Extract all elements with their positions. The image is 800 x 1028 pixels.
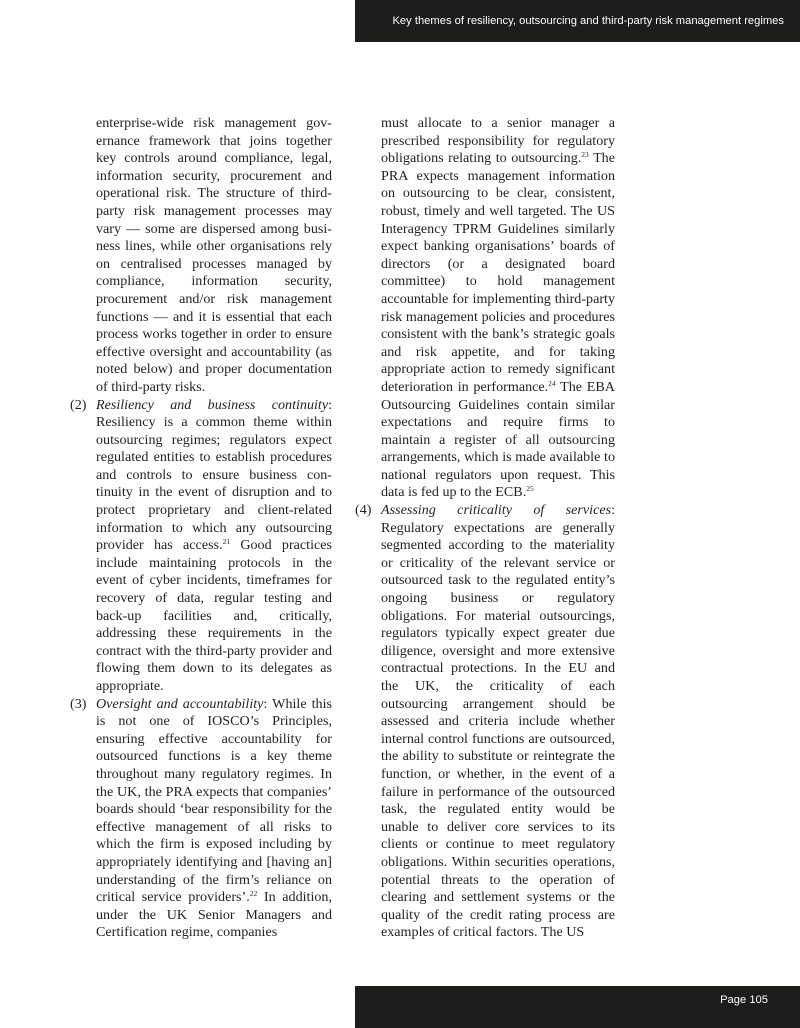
item-number: (3) — [70, 695, 87, 712]
continued-text: must allocate to a senior manager a prescribed responsibility for regulatory obligations relating to outsourcing. — [381, 115, 615, 167]
item-text: : While this is not one of IOSCO’s Principles, ensuring effective accountability for outsourced functions is a key theme throughout many regulatory regimes. In the UK, the PRA expects that companies’ boards should ‘bear responsibility for the effective management of all risks to which the firm is exposed including by appropriately identifying and [having an] understanding of the firm’s reliance on critical service providers’. — [96, 695, 332, 906]
continued-text-c: The EBA Outsourcing Guidelines contain similar expectations and require firms to maintain a register of all outsourcing arrangements, which is made available to national regulators upon request. This data is fed up to the ECB. — [381, 378, 615, 501]
continued-text-b: The PRA expects management information on outsourcing to be clear, consistent, robust, timely and well targeted. The US Interagency TPRM Guidelines similarly expect banking organisations’ boards of directors (or a designated board committee) to hold management accountable for implementing third-party risk management policies and procedures consistent with the bank’s strategic goals and risk appetite, and for taking appropriate action to remedy significant deterioration in performance. — [381, 150, 615, 395]
footnote-ref-24[interactable]: 24 — [548, 378, 556, 388]
running-title: Key themes of resiliency, outsourcing and third-party risk management regimes — [392, 15, 784, 27]
list-item-4 — [355, 502, 615, 942]
item-text-cont: Good practices include maintaining protocols in the event of cyber incidents, timeframes for recovery of data, regular testing and back-up facilities and, critically, addressing these requirements in the contract with the third-party provider and flowing them down to its delegates as appropriate. — [96, 537, 332, 694]
footnote-ref-25[interactable]: 25 — [526, 484, 534, 494]
footnote-ref-22[interactable]: 22 — [249, 889, 258, 899]
item-text-cont: In addition, under the UK Senior Managers and Certification regime, companies — [96, 889, 332, 941]
footnote-ref-21[interactable]: 21 — [222, 537, 231, 547]
running-header — [355, 0, 800, 42]
item-heading: Oversight and accountability — [96, 695, 264, 712]
page-number: Page 105 — [720, 994, 768, 1006]
item-text: : Regulatory expectations are generally segmented according to the materiality or criticality of the relevant service or outsourced task to the regulated entity’s ongoing business or regulatory obligations. For material outsourcings, regulators typically expect greater due diligence, oversight and more extensive contractual protections. In the EU and the UK, the criticality of each outsourcing arrangement should be assessed and criteria include whether internal control functions are outsourced, the ability to substitute or reintegrate the function, or whether, in the event of a failure in performance of the outsourced task, the regulated entity would be unable to deliver core services to its clients or continue to meet regulatory obligations. Within securities operations, potential threats to the operation of clearing and settlement systems or the quality of the credit rating process are examples of critical factors. The US — [381, 502, 615, 941]
item-number: (4) — [355, 502, 372, 519]
page-footer — [355, 986, 800, 1028]
list-item-3 — [70, 696, 332, 942]
continued-text: enterprise-wide risk management governance framework that joins together key controls around compliance, legal, information security, procurement and operational risk. The structure of third-party risk management processes may vary — some are dispersed among business lines, while other organisations rely on centralised processes managed by compliance, information security, procurement and/or risk management functions — and it is essential that each process works together in order to ensure effective oversight and accountability (as noted below) and proper documentation of third-party risks. — [96, 115, 332, 395]
continued-paragraph — [70, 115, 332, 397]
right-column — [355, 115, 615, 942]
item-number: (2) — [70, 396, 87, 413]
item-heading: Assessing criticality of services — [381, 502, 612, 519]
footnote-ref-23[interactable]: 23 — [581, 150, 589, 160]
continued-list-item-3 — [355, 115, 615, 502]
list-item-2 — [70, 397, 332, 696]
item-heading: Resiliency and business continuity — [96, 396, 329, 413]
item-text: : Resiliency is a common theme within outsourcing regimes; regulators expect regulated entities to establish procedures and controls to ensure business continuity in the event of disruption and to protect proprietary and client-related information to which any outsourcing provider has access. — [96, 396, 332, 554]
left-column — [70, 115, 332, 942]
